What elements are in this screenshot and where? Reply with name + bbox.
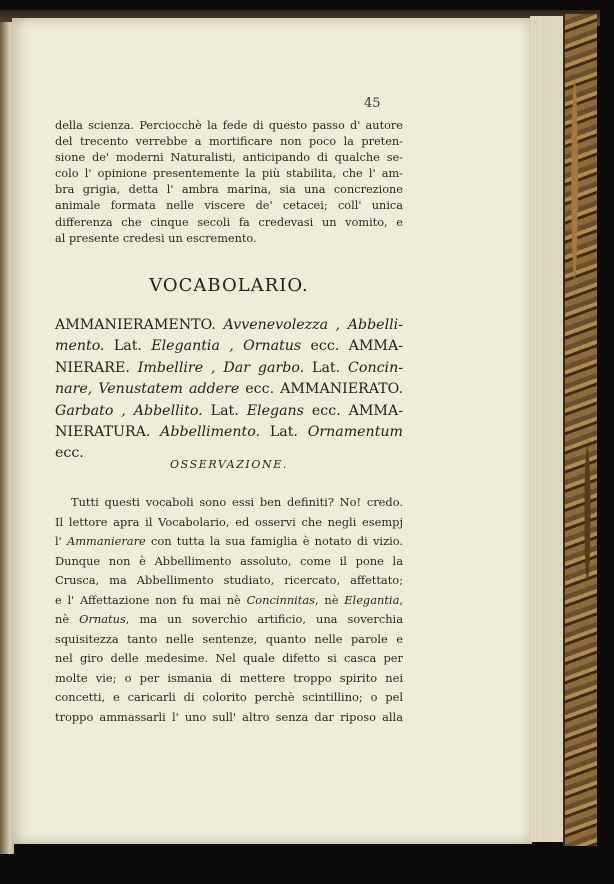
vocab-definition: mento. bbox=[55, 338, 105, 355]
text-span: nè bbox=[55, 612, 80, 626]
page-stack-edge bbox=[530, 16, 564, 842]
text-line: Dunque non è Abbellimento assoluto, come il pone la bbox=[55, 553, 403, 568]
vocab-line: ecc. bbox=[55, 445, 84, 462]
vocab-latin: Elegans bbox=[246, 402, 304, 419]
text-line: del trecento verrebbe a mortificare non poco la preten- bbox=[55, 135, 403, 149]
text-line: sione de' moderni Naturalisti, anticipando di qualche se- bbox=[55, 151, 403, 165]
text-span: e l' Affettazione non fu mai nè bbox=[55, 592, 247, 607]
vocab-term: AMMANIERAMENTO. bbox=[55, 317, 224, 333]
observation-paragraph bbox=[55, 493, 403, 727]
text-line: molte vie; o per ismania di mettere troppo spirito nei bbox=[55, 670, 403, 685]
vocab-text: Lat. bbox=[260, 424, 308, 441]
text-line: bra grigia, detta l' ambra marina, sia una concrezione bbox=[55, 183, 403, 197]
italic-term: Elegantia bbox=[344, 592, 400, 607]
vocab-definition: Abbellimento. bbox=[160, 424, 261, 441]
observation-heading: OSSERVAZIONE. bbox=[170, 458, 288, 471]
vocab-latin: nare, Venustatem addere bbox=[55, 381, 240, 398]
italic-term: Concinnitas bbox=[246, 592, 316, 607]
vocab-line bbox=[55, 401, 403, 422]
vocab-definition: Garbato , Abbellito. bbox=[55, 402, 203, 419]
vocab-line bbox=[55, 379, 403, 400]
vocab-text: ecc. AMMA- bbox=[303, 402, 403, 419]
text-span: , bbox=[399, 592, 403, 607]
text-line: colo l' opinione presentemente la più stabilita, che l' am- bbox=[55, 167, 403, 181]
vocab-line bbox=[55, 422, 403, 443]
italic-term: Ornatus bbox=[79, 612, 126, 626]
vocabulary-entry bbox=[55, 315, 403, 465]
intro-paragraph bbox=[55, 118, 403, 247]
vocab-definition: Avvenevolezza , Abbelli- bbox=[223, 317, 403, 333]
vocab-latin: Elegantia , Ornatus bbox=[151, 338, 302, 355]
text-span: con tutta la sua famiglia è notato di vizio. bbox=[145, 534, 403, 548]
text-line: della scienza. Perciocchè la fede di questo passo d' autore bbox=[55, 119, 403, 132]
italic-term: Ammanierare bbox=[67, 534, 146, 548]
text-line bbox=[55, 610, 403, 630]
text-line bbox=[55, 532, 403, 552]
text-span: , nè bbox=[315, 592, 345, 607]
text-span: , ma un soverchio artificio, una soverchia bbox=[125, 612, 403, 626]
vocab-definition: Imbellire , Dar garbo. bbox=[137, 359, 305, 376]
vocab-line bbox=[55, 358, 403, 379]
text-line: troppo ammassarli l' uno sull' altro senza dar riposo alla bbox=[55, 709, 403, 724]
vocab-text: ecc. AMMA- bbox=[301, 338, 403, 355]
text-line: animale formata nelle viscere de' cetacei; coll' unica bbox=[55, 199, 403, 213]
text-line: nel giro delle medesime. Nel quale difetto si casca per bbox=[55, 651, 403, 665]
vocab-text: Lat. bbox=[304, 359, 349, 376]
vocab-latin: Concin- bbox=[348, 359, 403, 376]
text-span: l' bbox=[55, 534, 67, 548]
vocab-text: ecc. AMMANIERATO. bbox=[239, 381, 403, 398]
vocab-line bbox=[55, 336, 403, 357]
text-line: Tutti questi vocaboli sono essi ben definiti? No! credo. bbox=[71, 495, 403, 509]
text-line: differenza che cinque secoli fa credevasi un vomito, e bbox=[55, 215, 403, 229]
section-heading: VOCABOLARIO. bbox=[149, 275, 309, 296]
text-line: al presente credesi un escremento. bbox=[55, 231, 257, 245]
text-line bbox=[55, 591, 403, 611]
text-line: squisitezza tanto nelle sentenze, quanto nelle parole e bbox=[55, 631, 403, 646]
text-line: Il lettore apra il Vocabolario, ed osservi che negli esempj bbox=[55, 514, 403, 529]
vocab-line bbox=[55, 315, 403, 336]
marbled-cover bbox=[563, 14, 597, 846]
vocab-term: NIERARE. bbox=[55, 359, 138, 376]
page-number: 45 bbox=[364, 96, 381, 111]
vocab-latin: Ornamentum bbox=[307, 424, 403, 441]
vocab-text: Lat. bbox=[202, 402, 247, 419]
text-line: concetti, e caricarli di colorito perchè scintillino; o pel bbox=[55, 690, 403, 704]
vocab-text: Lat. bbox=[104, 338, 152, 355]
vocab-term: NIERATURA. bbox=[55, 424, 161, 441]
text-line: Crusca, ma Abbellimento studiato, ricercato, affettato; bbox=[55, 573, 403, 587]
